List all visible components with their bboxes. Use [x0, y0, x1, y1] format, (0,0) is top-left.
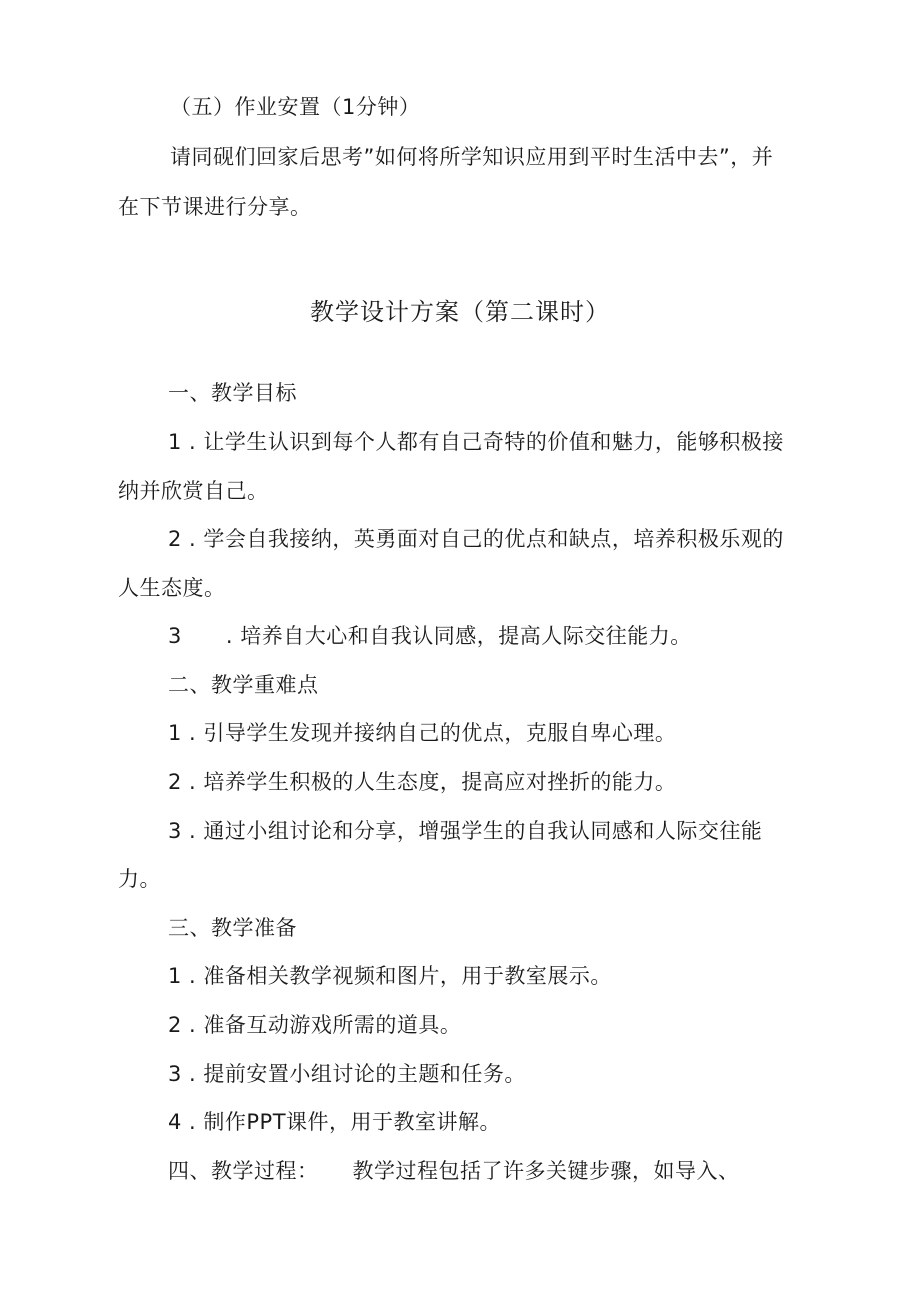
goals-item1-line1: 1 . 让学生认识到每个人都有自己奇特的价值和魅力，能够积极接 — [168, 430, 784, 454]
keypoints-item2: 2 . 培养学生积极的人生态度，提高应对挫折的能力。 — [168, 770, 677, 794]
section5-body-line2: 在下节课进行分享。 — [118, 195, 312, 219]
preparation-heading: 三、教学准备 — [168, 916, 297, 940]
preparation-item3: 3 . 提前安置小组讨论的主题和任务。 — [168, 1062, 526, 1086]
goals-item1-line2: 纳并欣赏自己。 — [118, 479, 269, 503]
goals-item2-line2: 人生态度。 — [118, 576, 226, 600]
goals-item3-text: . 培养自大心和自我认同感，提高人际交往能力。 — [225, 624, 692, 648]
process-line — [168, 1156, 740, 1186]
preparation-item4: 4 . 制作PPT课件，用于教室讲解。 — [168, 1110, 502, 1134]
goals-heading: 一、教学目标 — [168, 381, 297, 405]
keypoints-item3-line2: 力。 — [118, 867, 161, 891]
keypoints-item3-line1: 3 . 通过小组讨论和分享，增强学生的自我认同感和人际交往能 — [168, 819, 763, 843]
process-text: 教学过程包括了许多关键步骤，如导入、 — [352, 1159, 740, 1183]
section5-body-line1: 请同砚们回家后思考”如何将所学知识应用到平时生活中去”，并 — [170, 145, 774, 169]
goals-item3-number: 3 — [168, 624, 182, 648]
keypoints-heading: 二、教学重难点 — [168, 673, 319, 697]
section5-heading: （五）作业安置（1分钟） — [170, 95, 421, 119]
preparation-item2: 2 . 准备互动游戏所需的道具。 — [168, 1013, 462, 1037]
goals-item3 — [168, 621, 692, 651]
keypoints-item1: 1 . 引导学生发现并接纳自己的优点，克服自卑心理。 — [168, 721, 677, 745]
process-heading: 四、教学过程： — [168, 1159, 319, 1183]
preparation-item1: 1 . 准备相关教学视频和图片，用于教室展示。 — [168, 964, 612, 988]
page-title: 教学设计方案（第二课时） — [310, 298, 610, 326]
goals-item2-line1: 2 . 学会自我接纳，英勇面对自己的优点和缺点，培养积极乐观的 — [168, 527, 784, 551]
